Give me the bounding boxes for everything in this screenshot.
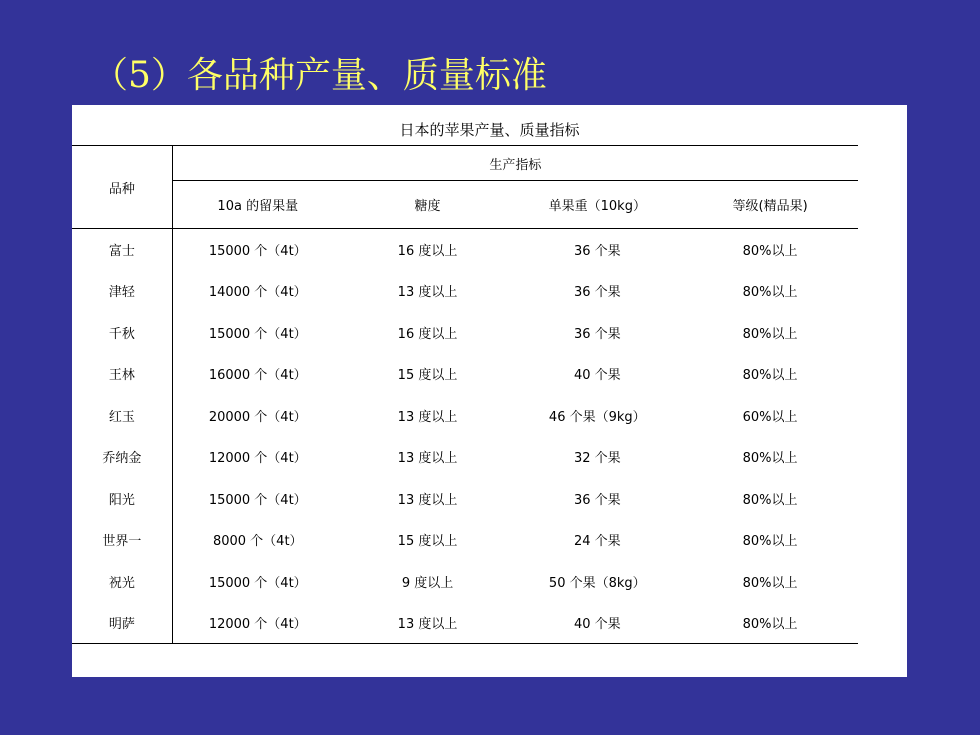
grade-cell: 80%以上 <box>742 326 798 342</box>
table-body <box>72 229 858 644</box>
table-row <box>72 561 858 603</box>
table-row <box>72 395 858 437</box>
yield-cell: 15000 个（4t） <box>208 244 307 259</box>
table-panel <box>72 105 907 677</box>
sugar-cell: 16 度以上 <box>397 244 458 259</box>
variety-cell: 富士 <box>72 229 172 271</box>
grade-cell: 80%以上 <box>742 534 798 550</box>
grade-cell: 80%以上 <box>742 617 798 632</box>
weight-cell: 36 个果 <box>573 492 621 508</box>
grade-cell: 80%以上 <box>742 285 798 301</box>
variety-cell: 祝光 <box>72 561 172 603</box>
table-row <box>72 270 858 312</box>
column-header-grade: 等级(精品果) <box>732 199 808 214</box>
weight-cell: 36 个果 <box>573 326 621 342</box>
variety-cell: 乔纳金 <box>72 436 172 478</box>
yield-cell: 15000 个（4t） <box>208 492 307 508</box>
table-row <box>72 478 858 520</box>
slide-title: （5）各品种产量、质量标准 <box>92 55 547 96</box>
variety-cell: 王林 <box>72 353 172 395</box>
grade-cell: 80%以上 <box>742 368 798 384</box>
weight-cell: 32 个果 <box>573 451 621 467</box>
variety-cell: 红玉 <box>72 395 172 437</box>
variety-cell: 阳光 <box>72 478 172 520</box>
variety-cell: 千秋 <box>72 312 172 354</box>
weight-cell: 24 个果 <box>573 534 621 550</box>
yield-cell: 15000 个（4t） <box>208 326 307 342</box>
sugar-cell: 13 度以上 <box>397 617 458 632</box>
weight-cell: 46 个果（9kg） <box>548 409 646 425</box>
table-row <box>72 353 858 395</box>
production-group-header: 生产指标 <box>172 146 858 181</box>
table-row <box>72 436 858 478</box>
sugar-cell: 13 度以上 <box>397 409 458 425</box>
variety-column-header: 品种 <box>72 146 172 229</box>
variety-cell: 津轻 <box>72 270 172 312</box>
table-row <box>72 602 858 644</box>
yield-cell: 20000 个（4t） <box>208 409 307 425</box>
sugar-cell: 9 度以上 <box>401 575 454 591</box>
yield-cell: 12000 个（4t） <box>208 451 307 467</box>
column-header-yield: 10a 的留果量 <box>217 199 299 214</box>
apple-quality-table <box>72 145 858 644</box>
weight-cell: 40 个果 <box>573 368 621 384</box>
yield-cell: 8000 个（4t） <box>212 534 303 550</box>
grade-cell: 80%以上 <box>742 575 798 591</box>
weight-cell: 50 个果（8kg） <box>548 575 646 591</box>
column-header-weight: 单果重（10kg） <box>548 199 646 214</box>
yield-cell: 15000 个（4t） <box>208 575 307 591</box>
grade-cell: 80%以上 <box>742 492 798 508</box>
table-row <box>72 519 858 561</box>
variety-cell: 世界一 <box>72 519 172 561</box>
yield-cell: 14000 个（4t） <box>208 285 307 301</box>
table-row <box>72 312 858 354</box>
yield-cell: 12000 个（4t） <box>208 617 307 632</box>
table-row <box>72 229 858 271</box>
sugar-cell: 13 度以上 <box>397 492 458 508</box>
weight-cell: 36 个果 <box>573 244 621 259</box>
grade-cell: 80%以上 <box>742 244 798 259</box>
sugar-cell: 13 度以上 <box>397 285 458 301</box>
sugar-cell: 15 度以上 <box>397 534 458 550</box>
sugar-cell: 15 度以上 <box>397 368 458 384</box>
grade-cell: 80%以上 <box>742 451 798 467</box>
yield-cell: 16000 个（4t） <box>208 368 307 384</box>
weight-cell: 40 个果 <box>573 617 621 632</box>
column-header-sugar: 糖度 <box>414 199 441 214</box>
weight-cell: 36 个果 <box>573 285 621 301</box>
sugar-cell: 13 度以上 <box>397 451 458 467</box>
sugar-cell: 16 度以上 <box>397 326 458 342</box>
grade-cell: 60%以上 <box>742 409 798 425</box>
variety-cell: 明萨 <box>72 602 172 644</box>
table-caption: 日本的苹果产量、质量指标 <box>399 121 580 139</box>
